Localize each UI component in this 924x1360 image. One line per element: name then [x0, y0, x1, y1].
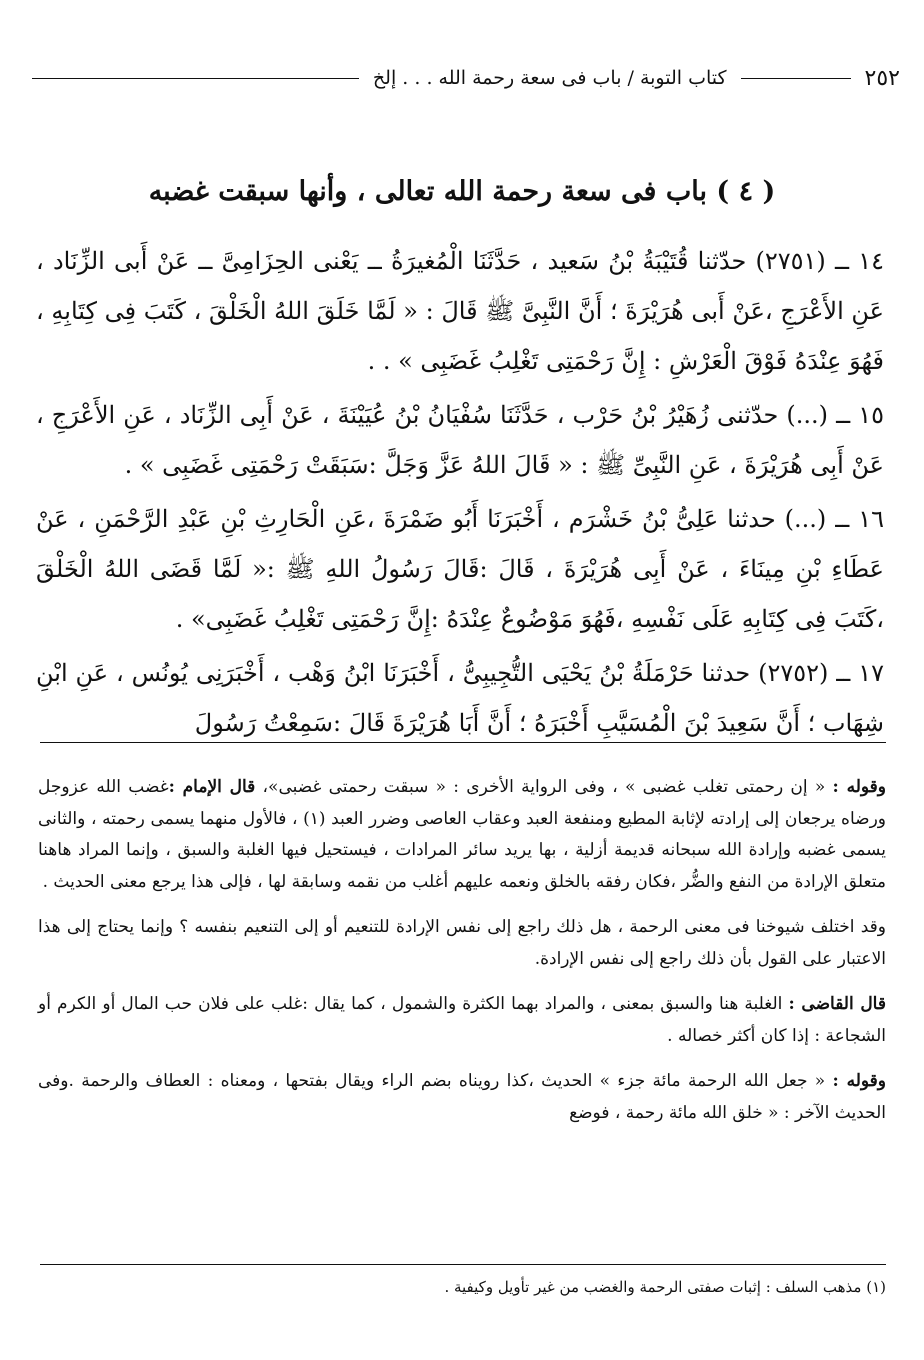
commentary-body: « جعل الله الرحمة مائة جزء » الحديث ،كذا رويناه بضم الراء ويقال بفتحها ، ومعناه : العطاف والرحمة .وفى الحديث الآخر : « خلق الله مائة رحمة ، فوضع: [38, 1071, 886, 1123]
header-rule-short: [741, 78, 851, 79]
commentary-paragraph: [38, 1066, 886, 1129]
commentary-body: غضب الله عزوجل ورضاه يرجعان إلى إرادته لإثابة المطيع ومنفعة العبد وعقاب العاصى وضرر العبد (١) ، فالأول منهما يسمى رحمته ، والثانى يسمى غضبه وإرادة الله سبحانه قديمة أزلية ، بها يريد سائر المرادات ، فيستحيل فيها الغلبة والسبق ، وإنما المراد هاهنا متعلق الإرادة من النفع والضُّر ،فكان رفقه بالخلق ونعمه عليهم أغلب من نقمه وسابقة لها ، فإلى هذا يرجع معنى الحديث .: [38, 777, 886, 892]
commentary-text: [38, 772, 886, 1143]
commentary-body: وقد اختلف شيوخنا فى معنى الرحمة ، هل ذلك راجع إلى نفس الإرادة للتنعيم أو إلى التنعيم بنفسه ؟ وإنما يحتاج إلى هذا الاعتبار على القول بأن ذلك راجع إلى نفس الإرادة.: [38, 917, 886, 969]
hadith-text: [36, 236, 884, 752]
hadith-paragraph: ١٦ ــ (...) حدثنا عَلِىُّ بْنُ خَشْرَم ، أَخْبَرَنَا أَبُو ضَمْرَةَ ،عَنِ الْحَارِثِ بْنِ عَبْدِ الرَّحْمَنِ ، عَنْ عَطَاءِ بْنِ مِينَاءَ ، عَنْ أَبِى هُرَيْرَةَ ، قَالَ :قَالَ رَسُولُ اللهِ ﷺ :« لَمَّا قَضَى اللهُ الْخَلْقَ ،كَتَبَ فِى كِتَابِهِ عَلَى نَفْسِهِ ،فَهُوَ مَوْضُوعٌ عِنْدَهُ :إِنَّ رَحْمَتِى تَغْلِبُ غَضَبِى» .: [36, 505, 884, 633]
commentary-body: الغلبة هنا والسبق بمعنى ، والمراد بهما الكثرة والشمول ، كما يقال :غلب على فلان حب المال أو الكرم أو الشجاعة : إذا كان أكثر خصاله .: [38, 994, 886, 1046]
page-number: ٢٥٢: [864, 65, 900, 91]
running-head: [32, 58, 900, 98]
footnote-divider: [40, 1264, 886, 1265]
hadith-paragraph: ١٥ ــ (...) حدّثنى زُهَيْرُ بْنُ حَرْب ، حَدَّثَنَا سُفْيَانُ بْنُ عُيَيْنَةَ ، عَنْ أَبِى الزِّنَاد ، عَنِ الأَعْرَجِ ، عَنْ أَبِى هُرَيْرَةَ ، عَنِ النَّبِىِّ ﷺ : « قَالَ اللهُ عَزَّ وَجَلَّ :سَبَقَتْ رَحْمَتِى غَضَبِى » .: [36, 401, 884, 479]
commentary-label: قال القاضى :: [788, 994, 886, 1014]
footnote: (١) مذهب السلف : إثبات صفتى الرحمة والغضب من غير تأويل وكيفية .: [444, 1278, 886, 1296]
section-divider: [40, 742, 886, 743]
hadith-paragraph: ١٧ ــ (٢٧٥٢) حدثنا حَرْمَلَةُ بْنُ يَحْيَى التُّجِيبِىُّ ، أَخْبَرَنَا ابْنُ وَهْب ، أَخْبَرَنِى يُونُس ، عَنِ ابْنِ شِهَاب ؛ أَنَّ سَعِيدَ بْنَ الْمُسَيَّبِ أَخْبَرَهُ ؛ أَنَّ أَبَا هُرَيْرَةَ قَالَ :سَمِعْتُ رَسُولَ: [36, 659, 885, 737]
running-head-title: كتاب التوبة / باب فى سعة رحمة الله . . . إلخ: [372, 67, 727, 89]
commentary-label: وقوله :: [832, 1071, 886, 1091]
commentary-label: قال الإمام :: [168, 777, 256, 797]
commentary-paragraph: [38, 912, 886, 975]
header-rule-long: [32, 78, 359, 79]
commentary-paragraph: [38, 772, 886, 898]
chapter-title: ( ٤ ) باب فى سعة رحمة الله تعالى ، وأنها سبقت غضبه: [148, 176, 776, 207]
commentary-paragraph: [38, 989, 886, 1052]
hadith-paragraph: ١٤ ــ (٢٧٥١) حدّثنا قُتَيْبَةُ بْنُ سَعيد ، حَدَّثَنَا الْمُغيرَةُ ــ يَعْنى الحِزَامِىَّ ــ عَنْ أَبى الزِّنَاد ، عَنِ الأَعْرَجِ ،عَنْ أَبى هُرَيْرَةَ ؛ أَنَّ النَّبِىَّ ﷺ قَالَ : « لَمَّا خَلَقَ اللهُ الْخَلْقَ ، كَتَبَ فِى كِتَابِهِ ، فَهُوَ عِنْدَهُ فَوْقَ الْعَرْشِ : إِنَّ رَحْمَتِى تَغْلِبُ غَضَبِى » . .: [36, 247, 884, 375]
commentary-body: « إن رحمتى تغلب غضبى » ، وفى الرواية الأخرى : « سبقت رحمتى غضبى»،: [255, 777, 833, 797]
commentary-label: وقوله :: [832, 777, 886, 797]
